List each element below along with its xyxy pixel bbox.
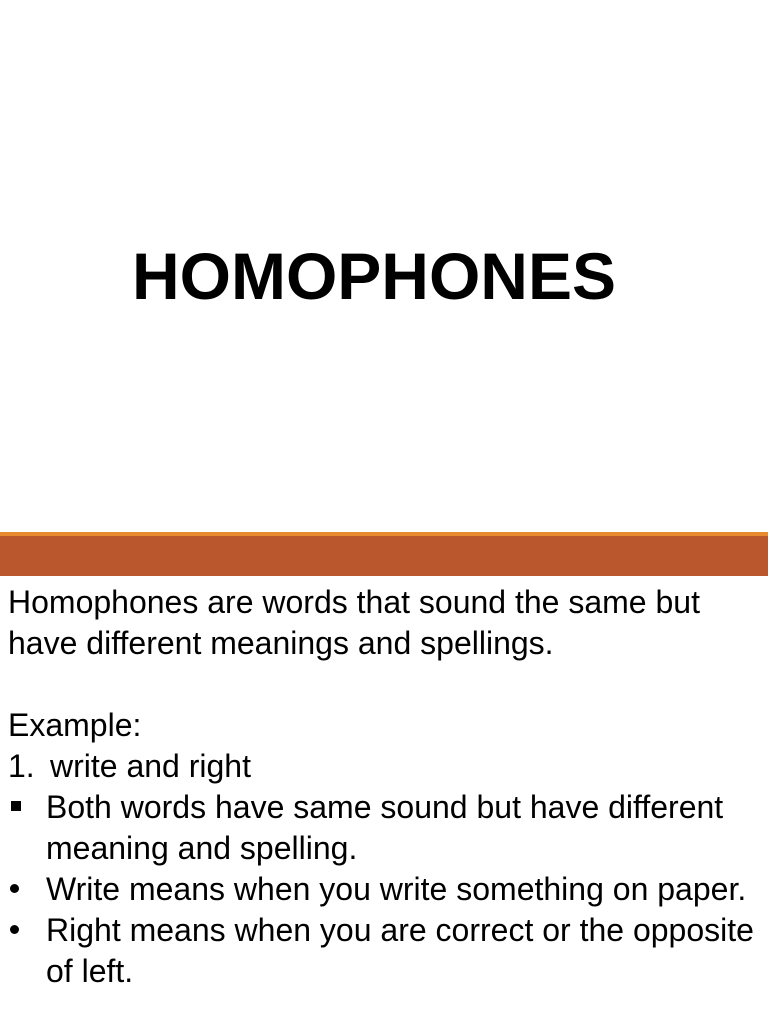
blank-line [8, 664, 760, 705]
slide-body [8, 582, 760, 992]
definition-text: Homophones are words that sound the same but have different meanings and spellings. [8, 584, 700, 661]
bullet-item [8, 787, 760, 869]
round-bullet-icon [8, 869, 46, 910]
bullet-item [8, 869, 760, 910]
round-bullet-icon [8, 910, 46, 951]
bullet-item-text: Right means when you are correct or the opposite of left. [46, 912, 754, 989]
bullet-item-text: Both words have same sound but have different meaning and spelling. [46, 789, 724, 866]
numbered-item-text: write and right [50, 748, 251, 784]
bullet-item [8, 910, 760, 992]
numbered-item [8, 746, 760, 787]
square-bullet-icon [8, 787, 46, 828]
example-label: Example: [8, 707, 142, 743]
number-marker: 1. [8, 748, 35, 784]
slide-title: HOMOPHONES [131, 239, 617, 313]
bullet-item-text: Write means when you write something on paper. [46, 871, 747, 907]
accent-band [0, 536, 768, 576]
